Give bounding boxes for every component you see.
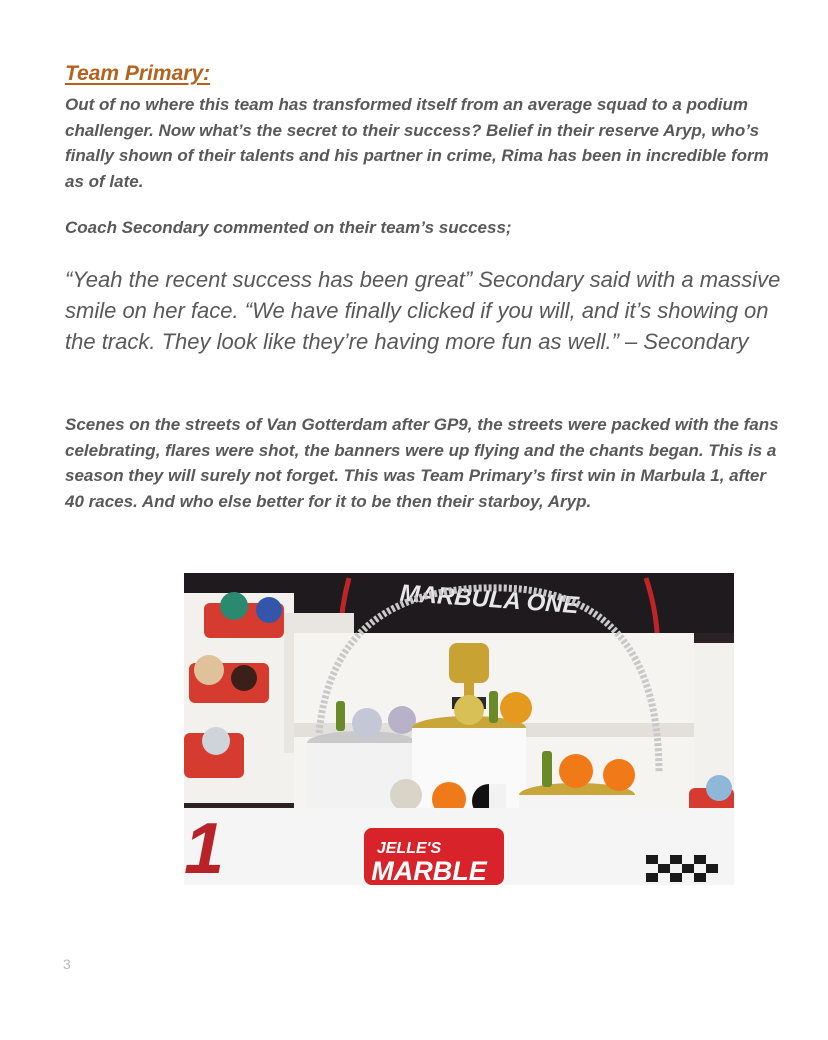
- page-number: 3: [63, 956, 71, 972]
- scenes-paragraph: Scenes on the streets of Van Gotterdam after GP9, the streets were packed with the fans celebrating, flares were shot, the banners were up flying and the chants began. This is a season they will surely not forget. This was Team Primary’s first win in Marbula 1, after 40 races. And who else better for it to be then their starboy, Aryp.: [65, 415, 779, 511]
- banner-text: MARBULA ONE: [398, 579, 580, 620]
- section-heading: Team Primary:: [65, 62, 211, 85]
- coach-paragraph: Coach Secondary commented on their team’s success;: [65, 218, 512, 237]
- logo-line2: MARBLE: [371, 856, 487, 885]
- podium-photo: [184, 573, 734, 885]
- intro-paragraph: Out of no where this team has transformed itself from an average squad to a podium challenger. Now what’s the secret to their success? Belief in their reserve Aryp, who’s finally shown of their talents and his partner in crime, Rima has been in incredible form as of late.: [65, 95, 769, 191]
- quote-paragraph: “Yeah the recent success has been great” Secondary said with a massive smile on her face. “We have finally clicked if you will, and it’s showing on the track. They look like they’re having more fun as well.” – Secondary: [65, 267, 781, 354]
- corner-mark: 1: [184, 809, 225, 885]
- logo-line1: JELLE'S: [376, 840, 442, 857]
